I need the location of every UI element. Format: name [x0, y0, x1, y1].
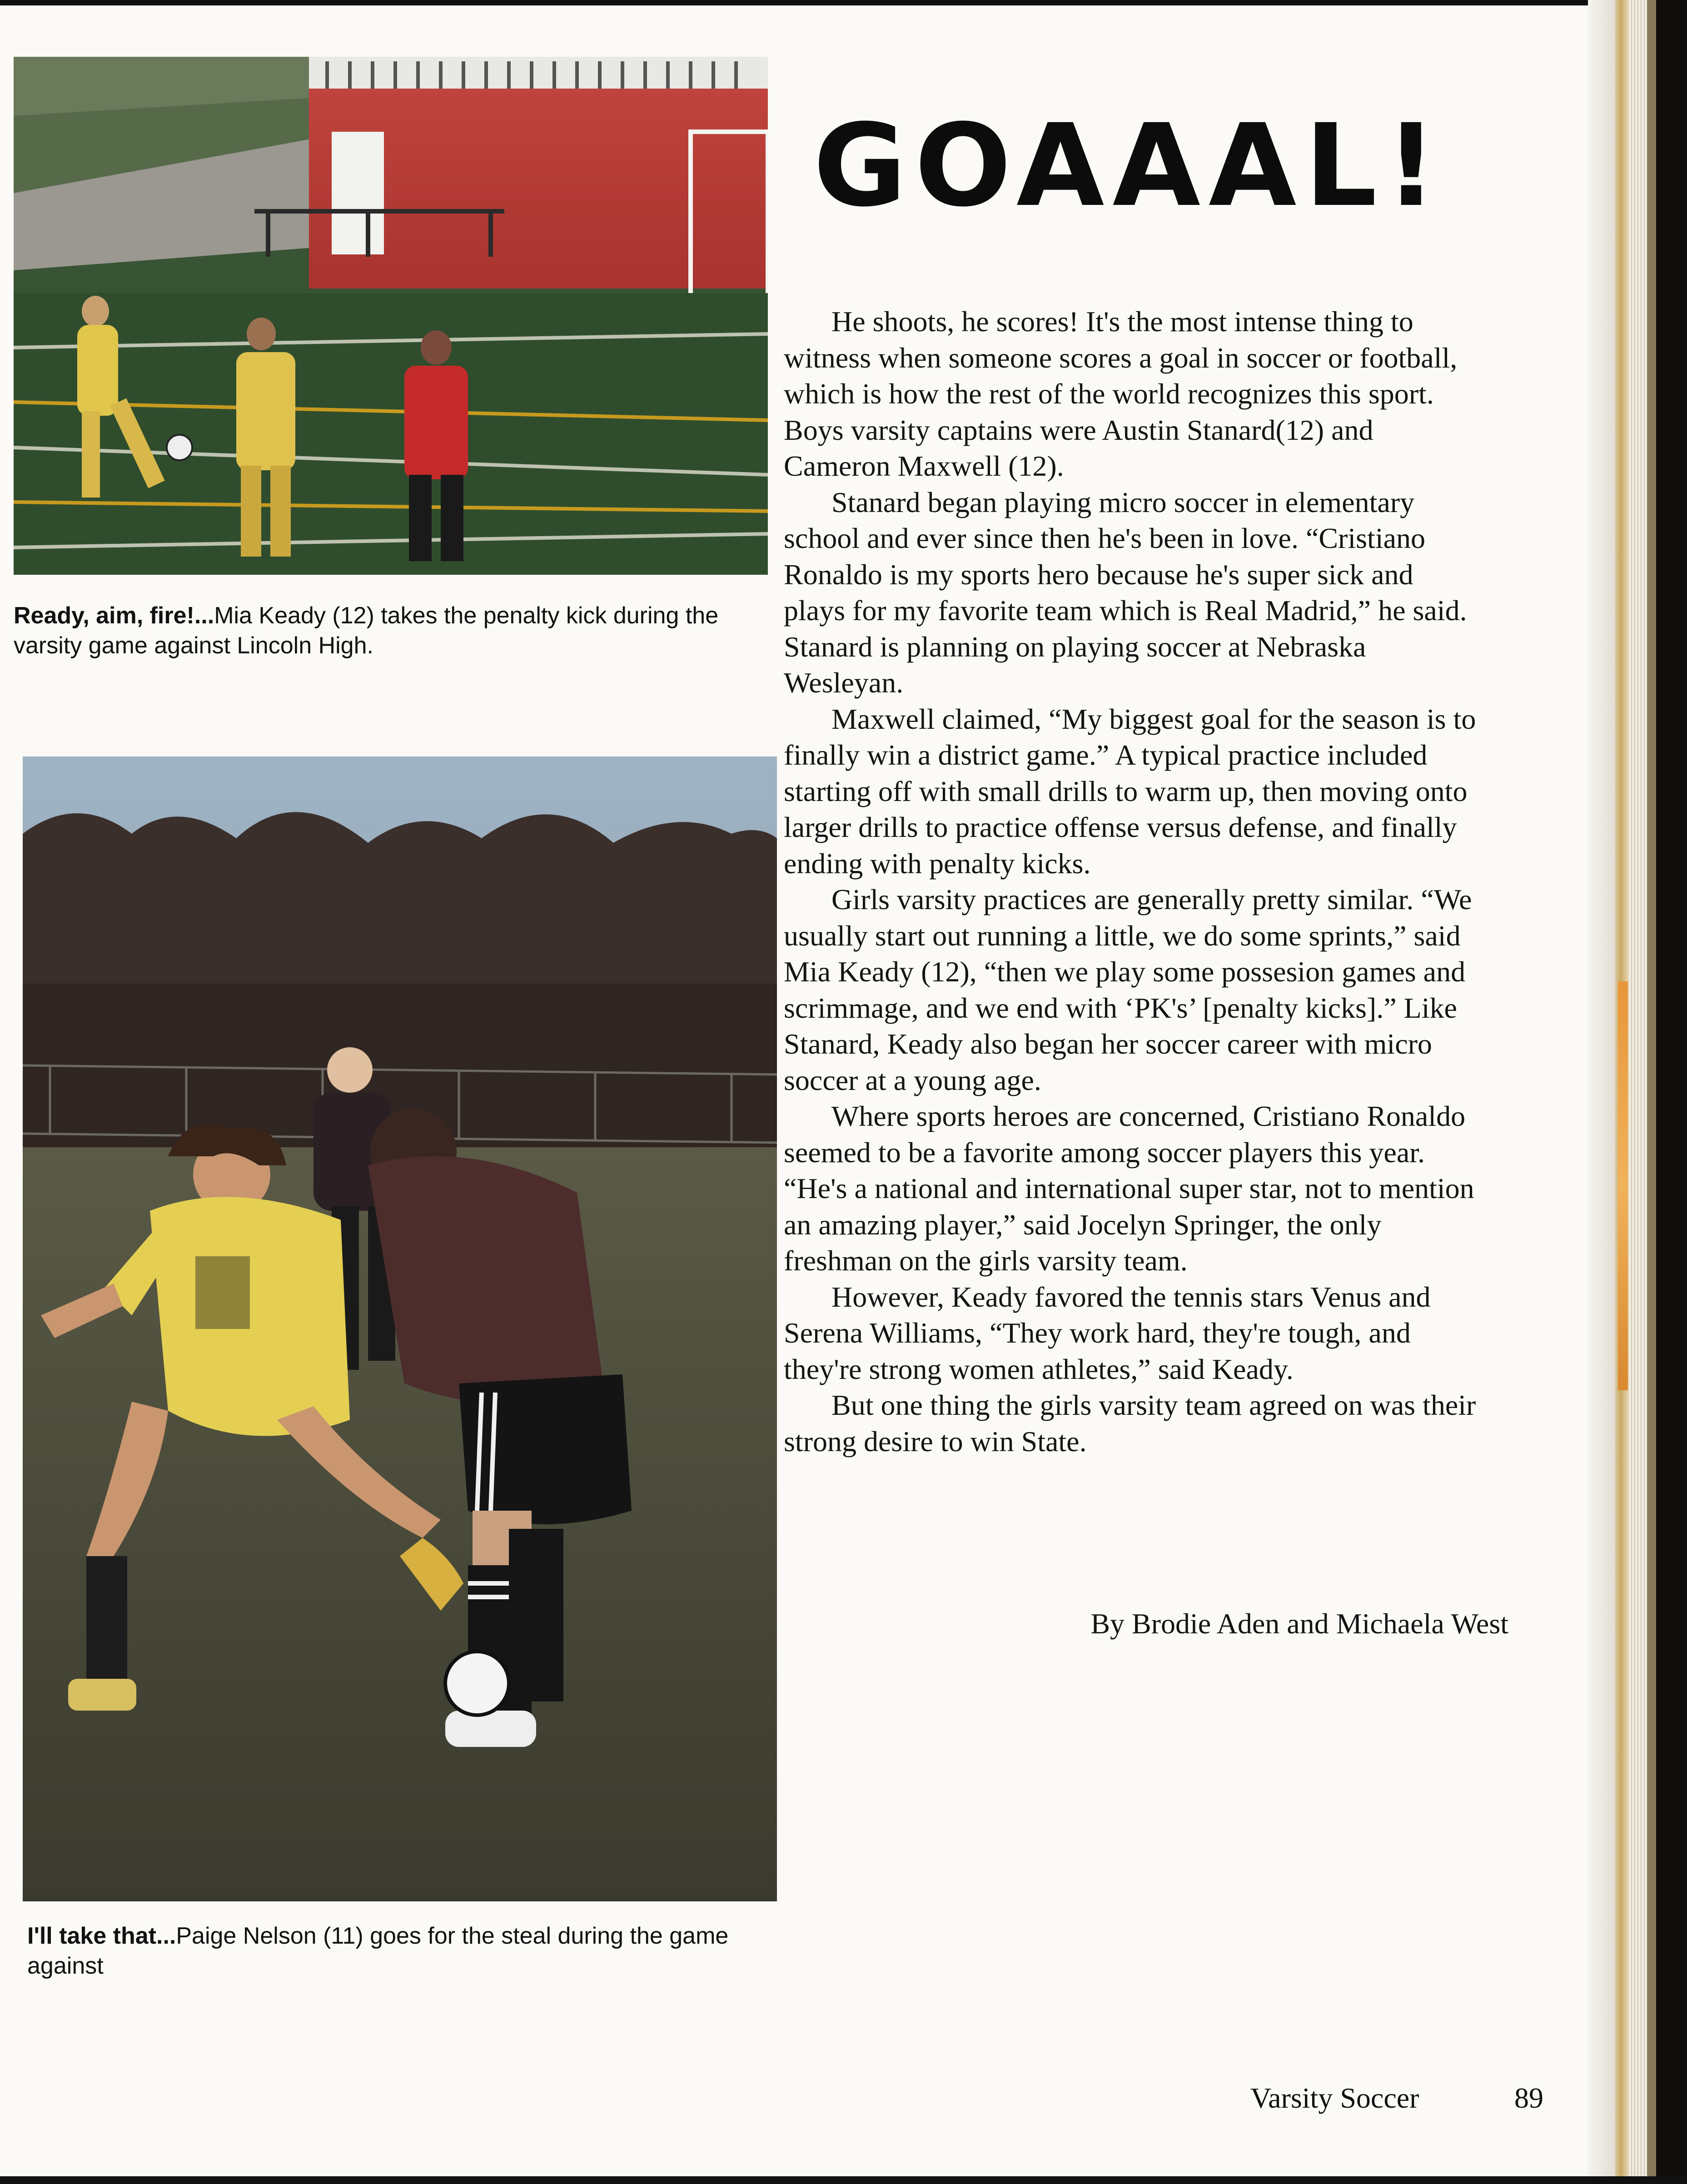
penalty-kick-caption [14, 601, 768, 661]
page-binding-edge [1588, 0, 1687, 2184]
footer-section-title: Varsity Soccer [1250, 2082, 1419, 2114]
article-paragraph: Stanard began playing micro soccer in elementary school and ever since then he's been in love. “Cristiano Ronaldo is my sports hero because he's super sick and plays for my favorite team which is Real Madrid,” he said. Stanard is planning on playing soccer at Nebraska Wesleyan. [784, 486, 1467, 699]
page-headline: GOAAAL! [813, 99, 1445, 232]
steal-caption [27, 1921, 777, 1981]
article-paragraph: But one thing the girls varsity team agreed on was their strong desire to win State. [784, 1389, 1476, 1458]
article-paragraph: Where sports heroes are concerned, Cristiano Ronaldo seemed to be a favorite among soccer players this year. “He's a national and international super star, not to mention an amazing player,” said Jocelyn Springer, the only freshman on the girls varsity team. [784, 1100, 1474, 1277]
bottom-border [0, 2176, 1687, 2184]
penalty-kick-photo [14, 57, 768, 575]
caption-text: Paige Nelson (11) goes for the steal during the game against [27, 1923, 729, 1979]
steal-photo [23, 756, 777, 1901]
article-paragraph: Maxwell claimed, “My biggest goal for the season is to finally win a district game.” A typical practice included starting off with small drills to warm up, then moving onto larger drills to practice offense versus defense, and finally ending with penalty kicks. [784, 702, 1476, 880]
caption-lead: I'll take that... [27, 1923, 176, 1949]
article-byline: By Brodie Aden and Michaela West [1090, 1607, 1508, 1640]
article-paragraph: However, Keady favored the tennis stars Venus and Serena Williams, “They work hard, they're tough, and they're strong women athletes,” said Keady. [784, 1280, 1431, 1385]
article-paragraph: He shoots, he scores! It's the most intense thing to witness when someone scores a goal in soccer or football, which is how the rest of the world recognizes this sport. Boys varsity captains were Austin Stanard(12) and Cameron Maxwell (12). [784, 305, 1458, 482]
article-paragraph: Girls varsity practices are generally pretty similar. “We usually start out running a little, we do some sprints,” said Mia Keady (12), “then we play some possesion games and scrimmage, and we end with ‘PK's’ [penalty kicks].” Like Stanard, Keady also began her soccer career with micro soccer at a young age. [784, 883, 1472, 1096]
page-number: 89 [1514, 2082, 1543, 2114]
caption-lead: Ready, aim, fire!... [14, 602, 214, 629]
article-body [784, 303, 1479, 1459]
top-border [0, 0, 1687, 5]
caption-text: Mia Keady (12) takes the penalty kick during the varsity game against Lincoln High. [14, 602, 719, 659]
